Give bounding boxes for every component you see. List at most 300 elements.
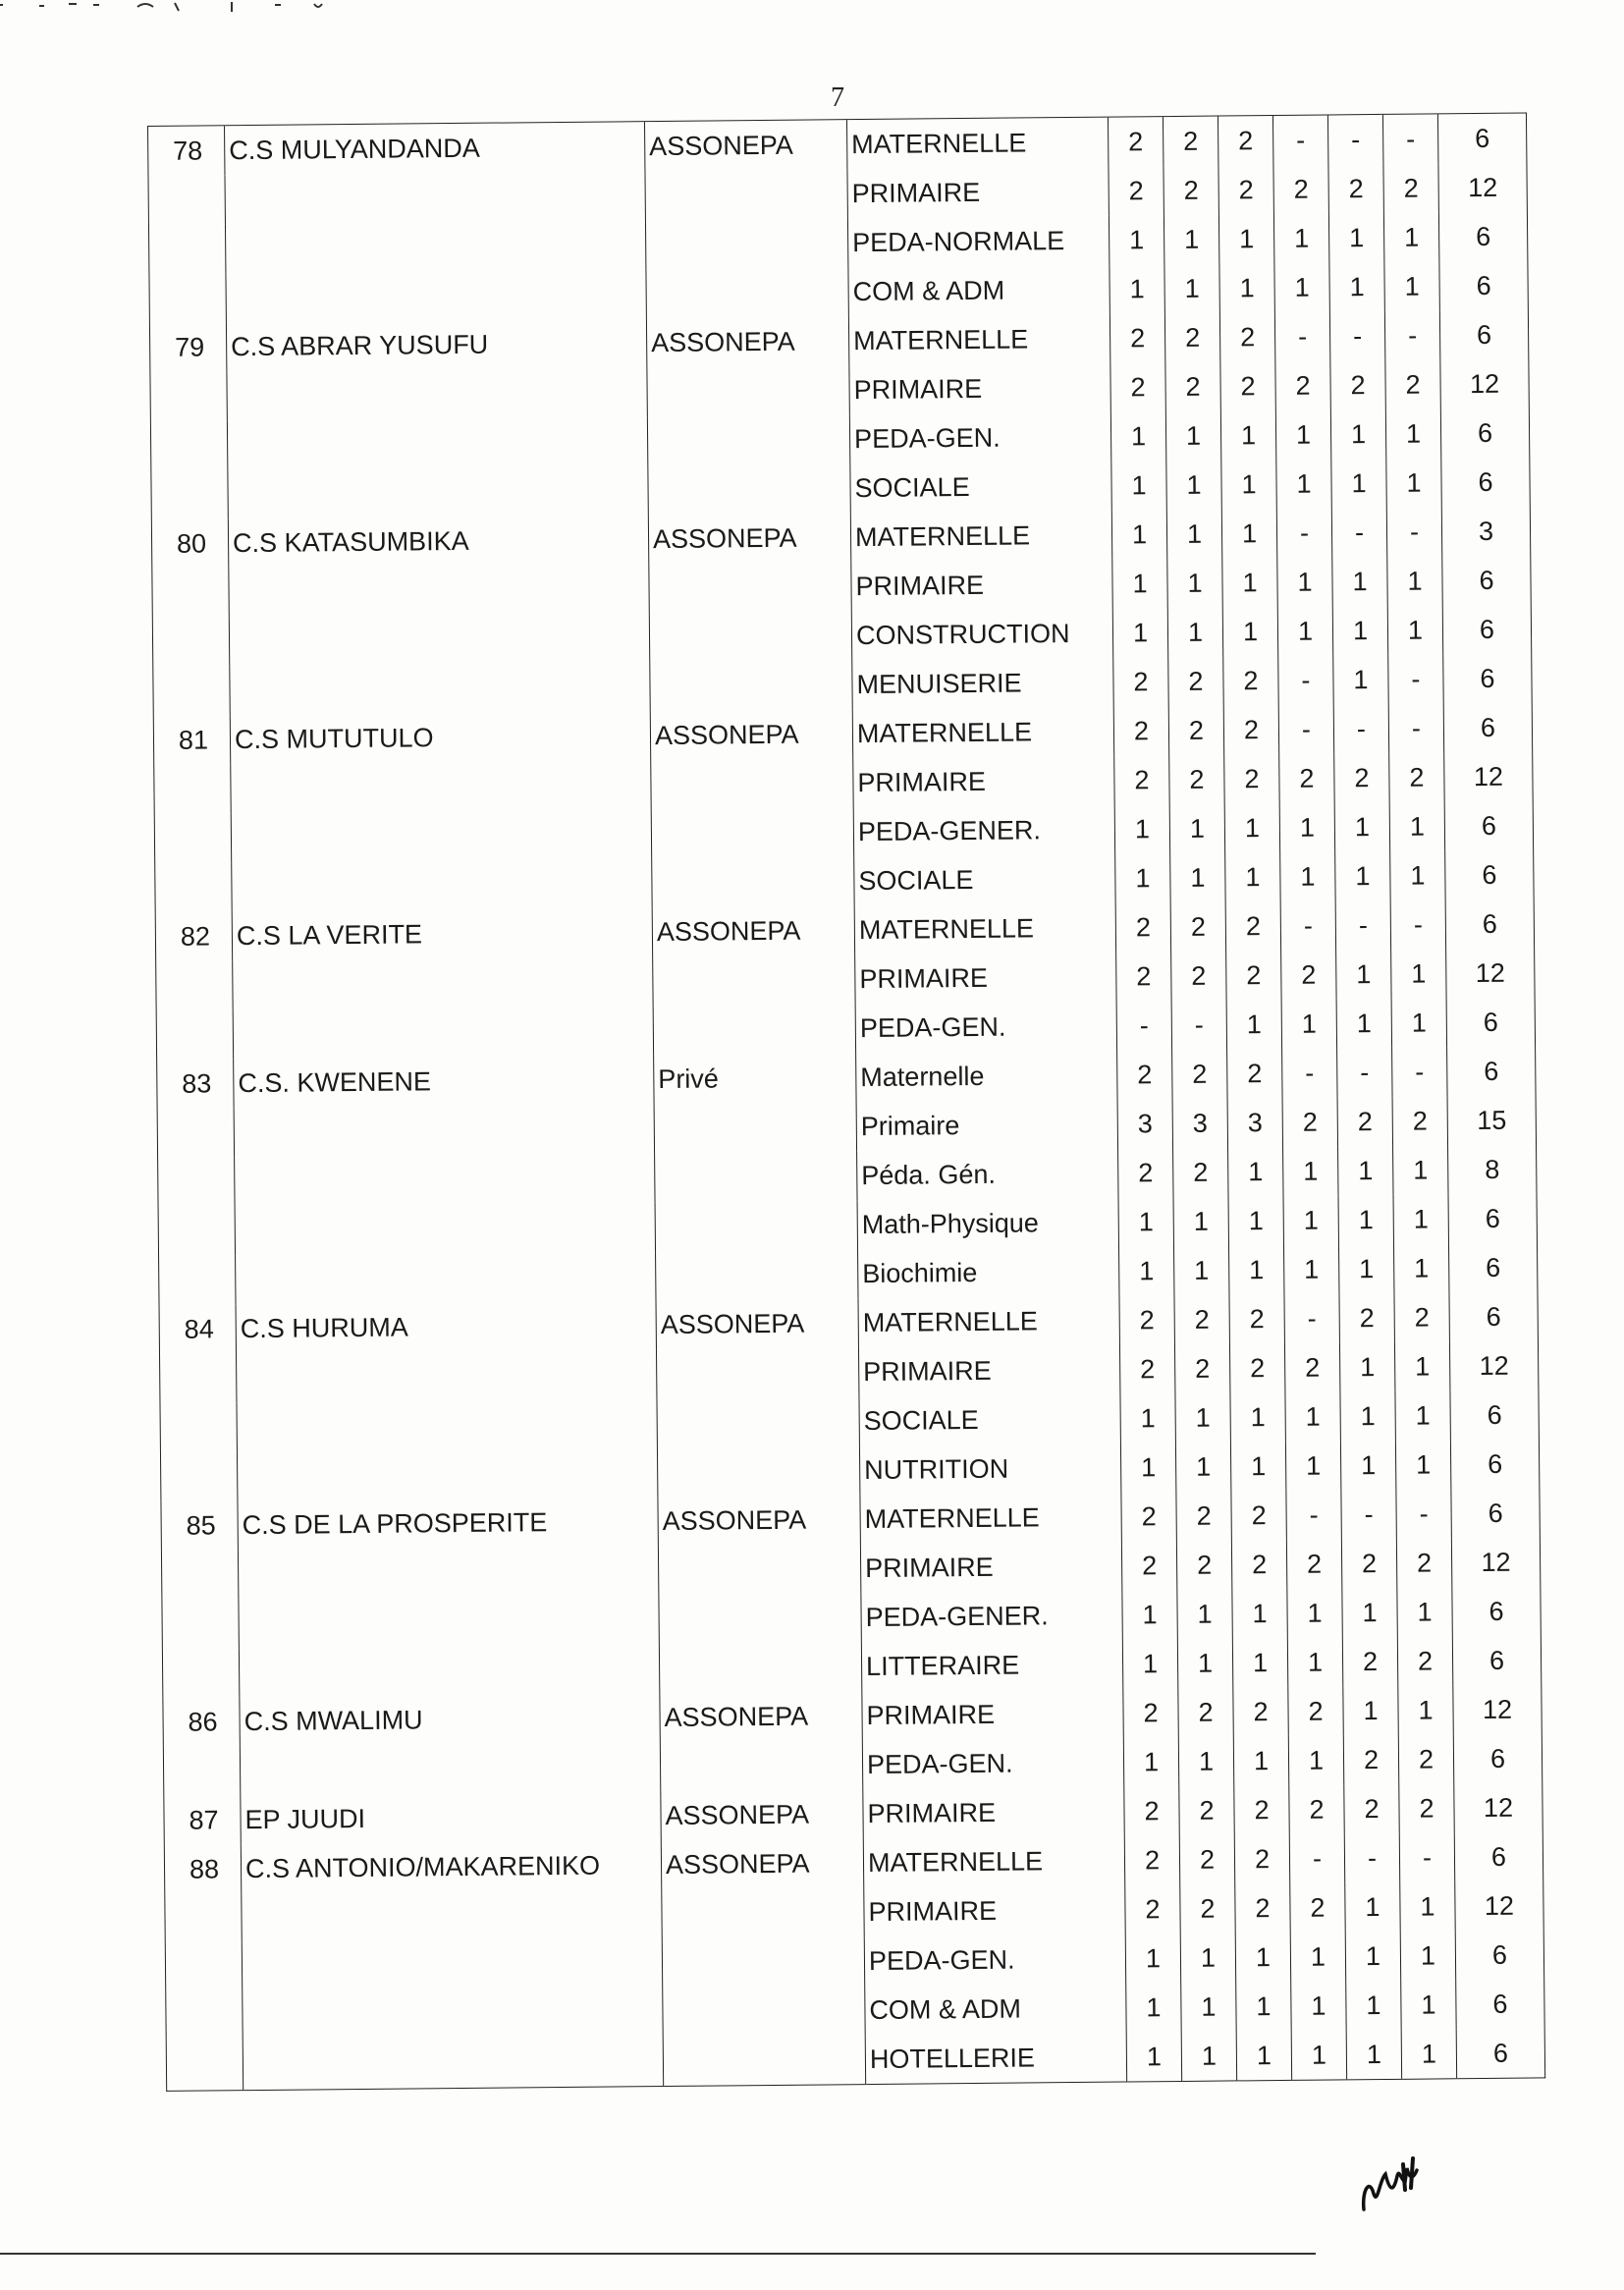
- grade-count-cell: 1: [1109, 215, 1164, 265]
- grade-count-cell: 1: [1332, 606, 1387, 656]
- total-cell: 6: [1456, 2028, 1544, 2078]
- regime-cell: ASSONEPA: [652, 905, 854, 956]
- grade-count-cell: -: [1284, 1293, 1339, 1343]
- regime-cell: [647, 365, 849, 416]
- grade-count-cell: -: [1274, 311, 1329, 361]
- total-cell: 6: [1440, 409, 1529, 459]
- grade-count-cell: 1: [1220, 410, 1275, 461]
- grade-count-cell: -: [1341, 1490, 1396, 1540]
- section-cell: NUTRITION: [859, 1444, 1120, 1496]
- grade-count-cell: 2: [1389, 752, 1444, 802]
- regime-cell: [653, 1004, 855, 1055]
- grade-count-cell: 1: [1177, 1589, 1232, 1639]
- grade-count-cell: 2: [1328, 164, 1383, 214]
- section-cell: MATERNELLE: [846, 117, 1108, 169]
- regime-cell: [645, 169, 847, 220]
- grade-count-cell: 2: [1110, 313, 1164, 363]
- grade-count-cell: -: [1388, 703, 1443, 753]
- grade-count-cell: 2: [1225, 901, 1280, 952]
- school-name-cell: [237, 1398, 657, 1451]
- section-cell: MENUISERIE: [852, 658, 1113, 710]
- school-number-cell: 81: [153, 715, 230, 765]
- regime-cell: [650, 660, 852, 711]
- total-cell: 6: [1446, 997, 1535, 1047]
- grade-count-cell: -: [1386, 507, 1441, 557]
- grade-count-cell: 2: [1121, 1541, 1176, 1591]
- school-number-cell: [165, 1893, 242, 1943]
- grade-count-cell: 1: [1339, 1342, 1394, 1392]
- regime-cell: [656, 1249, 858, 1300]
- grade-count-cell: -: [1382, 114, 1437, 164]
- scan-speck-marks: [0, 0, 393, 20]
- total-cell: 6: [1452, 1586, 1541, 1636]
- school-number-cell: [162, 1599, 239, 1649]
- grade-count-cell: 2: [1119, 1344, 1174, 1394]
- regime-cell: [659, 1593, 861, 1644]
- grade-count-cell: 1: [1393, 1194, 1448, 1244]
- grade-count-cell: 2: [1290, 1882, 1345, 1933]
- grade-count-cell: 1: [1232, 1638, 1287, 1688]
- grade-count-cell: 1: [1228, 1147, 1283, 1197]
- school-name-cell: C.S ANTONIO/MAKARENIKO: [241, 1840, 661, 1893]
- grade-count-cell: 2: [1169, 755, 1224, 805]
- regime-cell: [654, 1102, 856, 1153]
- section-cell: PRIMAIRE: [863, 1787, 1124, 1839]
- section-cell: Math-Physique: [857, 1198, 1118, 1250]
- school-number-cell: [163, 1746, 240, 1796]
- grade-count-cell: 1: [1384, 261, 1439, 311]
- regime-cell: [660, 1740, 862, 1791]
- grade-count-cell: 1: [1338, 1244, 1393, 1294]
- school-number-cell: [148, 175, 225, 225]
- school-number-cell: 80: [151, 518, 228, 569]
- grade-count-cell: 2: [1344, 1784, 1399, 1834]
- total-cell: 6: [1452, 1635, 1541, 1685]
- grade-count-cell: 2: [1163, 116, 1218, 166]
- grade-count-cell: 2: [1113, 657, 1168, 707]
- grade-count-cell: 1: [1274, 262, 1329, 312]
- grade-count-cell: 1: [1170, 852, 1225, 902]
- school-name-cell: [233, 1006, 653, 1059]
- grade-count-cell: 2: [1218, 115, 1272, 165]
- regime-cell: [651, 758, 853, 809]
- section-cell: PRIMAIRE: [855, 953, 1116, 1005]
- grade-count-cell: 2: [1392, 1096, 1447, 1146]
- grade-count-cell: 1: [1290, 1932, 1345, 1982]
- grade-count-cell: -: [1335, 900, 1390, 951]
- school-name-cell: [234, 1104, 654, 1157]
- grade-count-cell: 1: [1173, 1196, 1228, 1246]
- grade-count-cell: 2: [1231, 1540, 1286, 1590]
- section-cell: SOCIALE: [850, 462, 1111, 514]
- school-number-cell: [157, 1108, 234, 1158]
- grade-count-cell: 1: [1228, 1245, 1283, 1295]
- grade-count-cell: 2: [1165, 362, 1220, 412]
- grade-count-cell: 1: [1343, 1686, 1398, 1736]
- footer-rule: [0, 2253, 1316, 2255]
- section-cell: Biochimie: [858, 1247, 1119, 1299]
- school-number-cell: [161, 1550, 238, 1600]
- grade-count-cell: -: [1171, 1000, 1226, 1050]
- grade-count-cell: 1: [1228, 1196, 1283, 1246]
- regime-cell: ASSONEPA: [648, 513, 850, 564]
- grade-count-cell: 1: [1222, 607, 1277, 657]
- grade-count-cell: 2: [1125, 1884, 1180, 1935]
- grade-count-cell: 1: [1178, 1736, 1233, 1786]
- section-cell: MATERNELLE: [850, 511, 1111, 563]
- section-cell: MATERNELLE: [863, 1836, 1124, 1888]
- grade-count-cell: 1: [1389, 801, 1444, 851]
- total-cell: 6: [1450, 1439, 1539, 1489]
- grade-count-cell: -: [1276, 508, 1331, 558]
- grade-count-cell: 1: [1164, 264, 1219, 314]
- section-cell: MATERNELLE: [848, 314, 1110, 366]
- grade-count-cell: 1: [1393, 1145, 1448, 1195]
- grade-count-cell: 2: [1288, 1686, 1343, 1736]
- grade-count-cell: 2: [1170, 901, 1225, 952]
- grade-count-cell: 1: [1119, 1246, 1174, 1296]
- grade-count-cell: 1: [1219, 263, 1274, 313]
- total-cell: 3: [1441, 506, 1530, 556]
- grade-count-cell: -: [1388, 654, 1443, 704]
- grade-count-cell: 1: [1386, 458, 1441, 508]
- school-name-cell: [239, 1595, 659, 1648]
- section-cell: Maternelle: [856, 1051, 1117, 1103]
- regime-cell: [662, 1936, 864, 1988]
- regime-cell: ASSONEPA: [661, 1838, 863, 1889]
- grade-count-cell: 2: [1109, 166, 1164, 216]
- regime-cell: ASSONEPA: [658, 1495, 860, 1546]
- grade-count-cell: 2: [1179, 1834, 1234, 1884]
- regime-cell: [657, 1445, 859, 1497]
- grade-count-cell: 3: [1117, 1099, 1172, 1149]
- grade-count-cell: 1: [1181, 2031, 1236, 2081]
- grade-count-cell: 1: [1167, 608, 1222, 658]
- school-name-cell: C.S LA VERITE: [232, 907, 652, 960]
- school-number-cell: [155, 862, 232, 912]
- school-number-cell: 87: [164, 1795, 241, 1845]
- grade-count-cell: 2: [1178, 1687, 1233, 1737]
- grade-count-cell: 1: [1111, 510, 1166, 560]
- grade-count-cell: 2: [1108, 117, 1163, 167]
- grade-count-cell: 1: [1110, 264, 1164, 314]
- grade-count-cell: 2: [1341, 1539, 1396, 1589]
- section-cell: PEDA-GEN.: [855, 1002, 1116, 1054]
- grade-count-cell: 2: [1229, 1343, 1284, 1393]
- school-number-cell: [160, 1402, 237, 1452]
- grade-count-cell: 1: [1285, 1391, 1340, 1442]
- total-cell: 6: [1447, 1046, 1536, 1096]
- grade-count-cell: 2: [1176, 1540, 1231, 1590]
- grade-count-cell: -: [1272, 115, 1327, 165]
- grade-count-cell: 1: [1400, 1881, 1455, 1932]
- regime-cell: [645, 218, 847, 269]
- school-name-cell: [235, 1202, 655, 1255]
- grade-count-cell: 1: [1125, 1934, 1180, 1984]
- regime-cell: [663, 1986, 865, 2037]
- total-cell: 6: [1441, 458, 1530, 508]
- grade-count-cell: 1: [1393, 1243, 1448, 1293]
- school-number-cell: [150, 371, 227, 421]
- section-cell: MATERNELLE: [858, 1296, 1119, 1348]
- grade-count-cell: 2: [1286, 1539, 1341, 1589]
- grade-count-cell: 2: [1168, 657, 1223, 707]
- school-number-cell: [165, 1942, 242, 1992]
- total-cell: 6: [1455, 1930, 1543, 1980]
- grade-count-cell: 1: [1279, 802, 1334, 852]
- grade-count-cell: 1: [1230, 1442, 1285, 1492]
- section-cell: Péda. Gén.: [857, 1149, 1118, 1201]
- total-cell: 6: [1443, 653, 1532, 703]
- school-name-cell: C.S DE LA PROSPERITE: [238, 1497, 658, 1550]
- school-number-cell: [158, 1157, 235, 1207]
- school-name-cell: [233, 956, 653, 1009]
- school-name-cell: [229, 564, 649, 617]
- grade-count-cell: 3: [1172, 1098, 1227, 1148]
- school-number-cell: [152, 617, 229, 667]
- regime-cell: [649, 611, 851, 662]
- grade-count-cell: 1: [1390, 850, 1445, 900]
- grade-count-cell: 2: [1116, 952, 1171, 1002]
- grade-count-cell: 1: [1291, 1981, 1346, 2031]
- grade-count-cell: 1: [1329, 262, 1384, 312]
- school-name-cell: C.S MUTUTULO: [230, 711, 650, 764]
- school-number-cell: [160, 1353, 237, 1403]
- regime-cell: [662, 1887, 864, 1938]
- school-name-cell: [230, 662, 650, 715]
- grade-count-cell: -: [1399, 1832, 1454, 1882]
- grade-count-cell: 2: [1223, 705, 1278, 755]
- grade-count-cell: 1: [1221, 460, 1276, 510]
- grade-count-cell: -: [1337, 1048, 1392, 1098]
- grade-count-cell: 1: [1112, 608, 1167, 658]
- grade-count-cell: 1: [1287, 1588, 1342, 1638]
- grade-count-cell: 2: [1394, 1292, 1449, 1342]
- grade-count-cell: 1: [1236, 1982, 1291, 2032]
- regime-cell: ASSONEPA: [644, 120, 846, 171]
- grade-count-cell: 2: [1385, 359, 1440, 409]
- grade-count-cell: 2: [1124, 1835, 1179, 1885]
- grade-count-cell: -: [1344, 1833, 1399, 1883]
- grade-count-cell: 1: [1277, 606, 1332, 656]
- grade-count-cell: 1: [1397, 1587, 1452, 1637]
- grade-count-cell: 1: [1342, 1588, 1397, 1638]
- total-cell: 6: [1451, 1488, 1540, 1538]
- section-cell: PRIMAIRE: [858, 1345, 1119, 1397]
- school-name-cell: [227, 416, 647, 469]
- school-name-cell: [227, 367, 647, 420]
- grade-count-cell: 2: [1171, 951, 1226, 1001]
- total-cell: 6: [1448, 1242, 1537, 1292]
- school-number-cell: [149, 273, 226, 323]
- regime-cell: [655, 1200, 857, 1251]
- section-cell: COM & ADM: [865, 1984, 1126, 2036]
- grade-count-cell: 1: [1122, 1639, 1177, 1689]
- grade-count-cell: 1: [1110, 411, 1165, 462]
- grade-count-cell: 1: [1391, 998, 1446, 1048]
- total-cell: 8: [1448, 1144, 1537, 1194]
- total-cell: 6: [1443, 702, 1532, 752]
- school-number-cell: [156, 1009, 233, 1060]
- grade-count-cell: 1: [1169, 803, 1224, 853]
- grade-count-cell: -: [1333, 704, 1388, 754]
- grade-count-cell: 2: [1164, 166, 1218, 216]
- grade-count-cell: -: [1116, 1001, 1171, 1051]
- grade-count-cell: 2: [1174, 1294, 1229, 1344]
- grade-count-cell: 1: [1235, 1933, 1290, 1983]
- handwritten-initials: [1360, 2151, 1448, 2219]
- page-number: 7: [831, 82, 844, 113]
- regime-cell: [648, 463, 850, 515]
- regime-cell: [655, 1151, 857, 1202]
- grade-count-cell: 1: [1167, 559, 1222, 609]
- grade-count-cell: 1: [1218, 214, 1273, 264]
- grade-count-cell: 2: [1342, 1637, 1397, 1687]
- grade-count-cell: 1: [1400, 1931, 1455, 1981]
- section-cell: PRIMAIRE: [847, 167, 1109, 219]
- grade-count-cell: 1: [1283, 1195, 1338, 1245]
- grade-count-cell: 1: [1114, 804, 1169, 854]
- total-cell: 12: [1444, 751, 1533, 801]
- grade-count-cell: 1: [1180, 1933, 1235, 1983]
- grade-count-cell: 1: [1338, 1146, 1393, 1196]
- total-cell: 12: [1451, 1537, 1540, 1587]
- grade-count-cell: 1: [1126, 2032, 1181, 2082]
- school-name-cell: C.S HURUMA: [236, 1300, 656, 1353]
- school-number-cell: [151, 469, 228, 519]
- total-cell: 12: [1440, 359, 1529, 409]
- school-name-cell: [242, 1889, 662, 1942]
- school-name-cell: [231, 809, 651, 862]
- school-number-cell: [153, 666, 230, 716]
- grade-count-cell: 2: [1173, 1147, 1228, 1197]
- grade-count-cell: 2: [1284, 1342, 1339, 1392]
- regime-cell: [656, 1347, 858, 1398]
- school-number-cell: 86: [163, 1697, 240, 1747]
- grade-count-cell: 2: [1121, 1492, 1176, 1542]
- regime-cell: ASSONEPA: [656, 1298, 858, 1349]
- grade-count-cell: 1: [1345, 1932, 1400, 1982]
- grade-count-cell: 1: [1291, 2030, 1346, 2080]
- section-cell: COM & ADM: [848, 265, 1110, 317]
- total-cell: 6: [1438, 212, 1527, 262]
- total-cell: 6: [1445, 899, 1534, 949]
- school-classes-table: [147, 113, 1545, 2092]
- grade-count-cell: 1: [1287, 1637, 1342, 1687]
- grade-count-cell: 2: [1124, 1786, 1179, 1836]
- grade-count-cell: 2: [1398, 1734, 1453, 1784]
- section-cell: PRIMAIRE: [864, 1885, 1125, 1937]
- grade-count-cell: 1: [1115, 853, 1170, 903]
- school-number-cell: [159, 1255, 236, 1305]
- regime-cell: [646, 267, 848, 318]
- grade-count-cell: 2: [1220, 361, 1275, 411]
- grade-count-cell: 1: [1277, 557, 1332, 607]
- school-name-cell: [236, 1251, 656, 1304]
- grade-count-cell: 1: [1346, 2030, 1401, 2080]
- section-cell: MATERNELLE: [860, 1493, 1121, 1545]
- grade-count-cell: 1: [1222, 558, 1277, 608]
- grade-count-cell: 2: [1227, 1049, 1282, 1099]
- grade-count-cell: 1: [1164, 215, 1218, 265]
- regime-cell: ASSONEPA: [661, 1789, 863, 1840]
- grade-count-cell: 2: [1172, 1049, 1227, 1099]
- grade-count-cell: 2: [1168, 706, 1223, 756]
- grade-count-cell: 1: [1232, 1589, 1287, 1639]
- grade-count-cell: 1: [1328, 213, 1383, 263]
- grade-count-cell: 2: [1233, 1687, 1288, 1737]
- grade-count-cell: 1: [1280, 851, 1335, 901]
- section-cell: Primaire: [856, 1100, 1117, 1152]
- school-name-cell: [242, 1938, 662, 1991]
- grade-count-cell: 1: [1398, 1685, 1453, 1735]
- section-cell: PRIMAIRE: [851, 560, 1112, 612]
- grade-count-cell: 1: [1345, 1882, 1400, 1933]
- grade-count-cell: 1: [1385, 409, 1440, 459]
- grade-count-cell: 2: [1224, 754, 1279, 804]
- section-cell: PEDA-GEN.: [864, 1935, 1125, 1987]
- total-cell: 6: [1439, 310, 1528, 360]
- grade-count-cell: 2: [1115, 902, 1170, 953]
- grade-count-cell: 2: [1273, 164, 1328, 214]
- grade-count-cell: 2: [1117, 1050, 1172, 1100]
- school-name-cell: C.S KATASUMBIKA: [228, 515, 648, 568]
- grade-count-cell: 2: [1123, 1688, 1178, 1738]
- grade-count-cell: 1: [1333, 655, 1388, 705]
- section-cell: PRIMAIRE: [853, 756, 1114, 808]
- grade-count-cell: 1: [1288, 1735, 1343, 1785]
- grade-count-cell: 1: [1335, 851, 1390, 901]
- grade-count-cell: 1: [1120, 1393, 1175, 1444]
- school-name-cell: [237, 1447, 657, 1500]
- regime-cell: ASSONEPA: [646, 316, 848, 367]
- grade-count-cell: 2: [1113, 706, 1168, 756]
- grade-count-cell: 2: [1339, 1293, 1394, 1343]
- regime-cell: [651, 807, 853, 858]
- grade-count-cell: 1: [1122, 1590, 1177, 1640]
- grade-count-cell: 2: [1337, 1097, 1392, 1147]
- grade-count-cell: 2: [1334, 753, 1389, 803]
- school-name-cell: [228, 465, 648, 518]
- regime-cell: [658, 1544, 860, 1595]
- school-number-cell: 82: [155, 911, 232, 961]
- grade-count-cell: -: [1278, 655, 1333, 705]
- school-number-cell: [154, 764, 231, 814]
- grade-count-cell: -: [1280, 900, 1335, 951]
- grade-count-cell: 1: [1330, 409, 1385, 460]
- grade-count-cell: 1: [1233, 1736, 1288, 1786]
- grade-count-cell: 1: [1283, 1146, 1338, 1196]
- regime-cell: [663, 2035, 865, 2086]
- school-number-cell: 88: [164, 1844, 241, 1894]
- total-cell: 6: [1454, 1831, 1543, 1881]
- total-cell: 6: [1442, 555, 1531, 605]
- section-cell: PRIMAIRE: [849, 363, 1110, 415]
- grade-count-cell: 1: [1174, 1245, 1229, 1295]
- grade-count-cell: 1: [1275, 409, 1330, 460]
- grade-count-cell: -: [1329, 311, 1384, 361]
- school-name-cell: C.S. KWENENE: [234, 1055, 654, 1108]
- grade-count-cell: 2: [1275, 360, 1330, 410]
- grade-count-cell: 2: [1226, 951, 1281, 1001]
- grade-count-cell: 1: [1226, 1000, 1281, 1050]
- school-name-cell: EP JUUDI: [241, 1791, 661, 1844]
- grade-count-cell: 2: [1330, 360, 1385, 410]
- regime-cell: [649, 562, 851, 613]
- grade-count-cell: 2: [1234, 1834, 1289, 1884]
- section-cell: MATERNELLE: [854, 903, 1115, 955]
- grade-count-cell: 1: [1181, 1982, 1236, 2032]
